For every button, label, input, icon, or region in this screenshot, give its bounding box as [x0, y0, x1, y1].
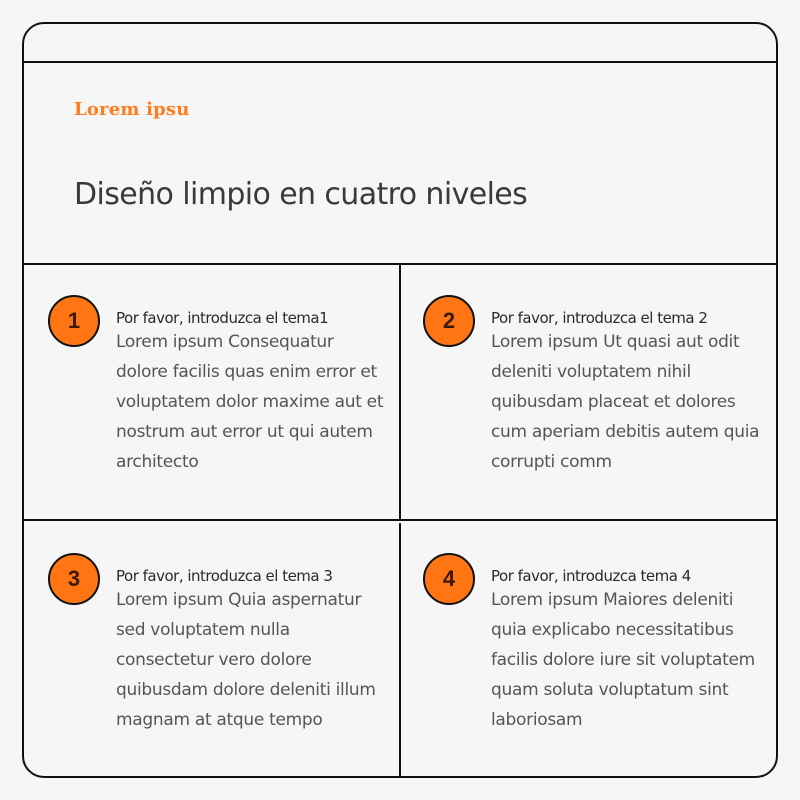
top-strip — [24, 24, 776, 63]
level-cell-1 — [24, 265, 401, 521]
level-topic: Por favor, introduzca el tema 3 — [116, 567, 333, 585]
level-body: Lorem ipsum Quia aspernatur sed voluptatem nulla consectetur vero dolore quibusdam dolore deleniti illum magnam at atque tempo — [116, 590, 376, 730]
four-level-card — [22, 22, 778, 778]
level-cell-3 — [24, 523, 401, 776]
level-topic: Por favor, introduzca el tema 2 — [491, 309, 708, 327]
levels-grid — [24, 265, 776, 776]
number-badge-icon: 1 — [48, 295, 100, 347]
level-cell-2 — [401, 265, 776, 521]
level-topic: Por favor, introduzca el tema1 — [116, 309, 329, 327]
level-body: Lorem ipsum Maiores deleniti quia explicabo necessitatibus facilis dolore iure sit voluptatem quam soluta voluptatum sint laboriosam — [491, 590, 755, 730]
level-body: Lorem ipsum Ut quasi aut odit deleniti voluptatem nihil quibusdam placeat et dolores cum aperiam debitis autem quia corrupti comm — [491, 332, 760, 472]
level-topic: Por favor, introduzca tema 4 — [491, 567, 691, 585]
page-title: Diseño limpio en cuatro niveles — [74, 177, 528, 212]
level-text — [491, 565, 761, 735]
level-text — [116, 565, 386, 735]
level-cell-4 — [401, 523, 776, 776]
number-badge-icon: 4 — [423, 553, 475, 605]
level-text — [116, 307, 386, 477]
number-badge-icon: 2 — [423, 295, 475, 347]
level-body: Lorem ipsum Consequatur dolore facilis quas enim error et voluptatem dolor maxime aut et nostrum aut error ut qui autem architecto — [116, 332, 384, 472]
eyebrow-label: Lorem ipsu — [74, 99, 190, 120]
header-section — [24, 63, 776, 265]
level-text — [491, 307, 761, 477]
number-badge-icon: 3 — [48, 553, 100, 605]
